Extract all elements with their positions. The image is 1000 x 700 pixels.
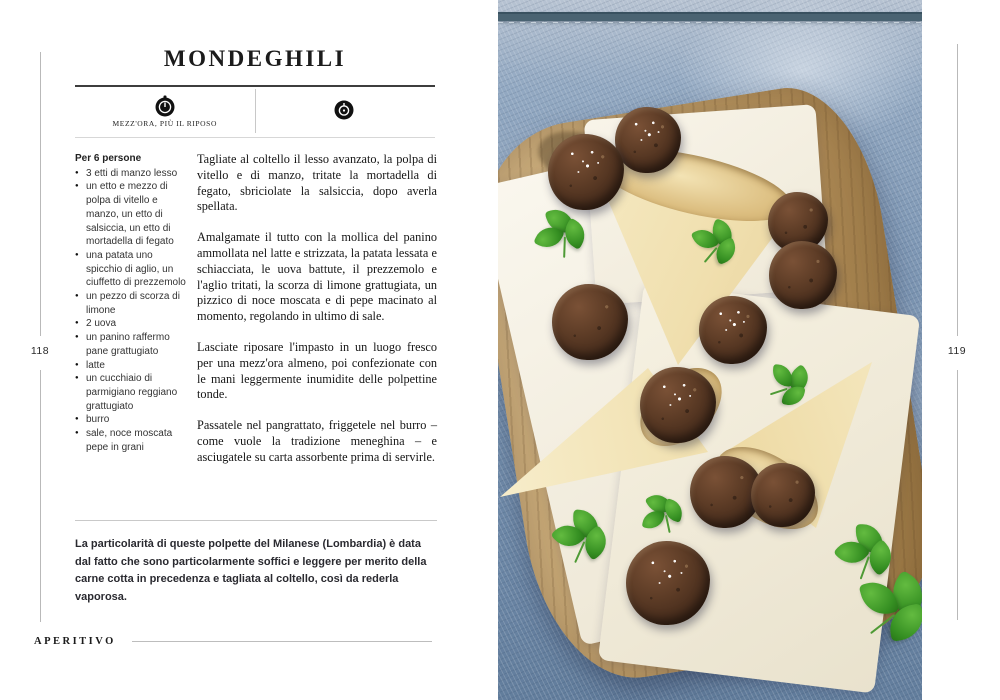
- method-paragraph: Lasciate riposare l'impasto in un luogo fresco per una mezz'ora almeno, poi confezionate con le mani leggermente inumidite delle polpettine tonde.: [197, 339, 437, 402]
- recipe-title: MONDEGHILI: [163, 46, 347, 71]
- recipe-header: [75, 46, 435, 138]
- page-number-left: 118: [30, 345, 50, 357]
- meatballs-photo: [498, 0, 922, 700]
- parsley-leaf: [642, 508, 665, 531]
- photo-page: [488, 0, 1000, 700]
- prep-time-label: MEZZ'ORA, PIÙ IL RIPOSO: [112, 118, 217, 128]
- method-paragraph: Passatele nel pangrattato, friggetele nel burro – come vuole la tradizione meneghina – e asciugatele su carta assorbente prima di servirle.: [197, 418, 437, 464]
- parsley-stem: [563, 237, 566, 258]
- recipe-note: [75, 520, 437, 617]
- page-number-right: 119: [947, 345, 967, 357]
- parsley-sprig: [551, 505, 615, 569]
- ingredients-list: [75, 167, 187, 455]
- ingredient-item: ● un etto e mezzo di polpa di vitello e manzo, un etto di salsiccia, un etto di mortadella di fegato: [75, 180, 187, 249]
- prep-time-cell: [75, 89, 256, 133]
- note-text: La particolarità di queste polpette del Milanese (Lombardia) è data dal fatto che sono particolarmente soffici e leggere per merito della carne cotta in precedenza e tagliata al coltello, così da rederla vaporosa.: [75, 538, 427, 603]
- ingredient-item: ● 2 uova: [75, 317, 187, 331]
- footer-rule: [132, 641, 432, 642]
- right-margin-rule-bottom: [957, 370, 958, 620]
- recipe-meta-row: [75, 89, 435, 133]
- ingredients-column: [75, 152, 187, 481]
- ingredient-item: ● burro: [75, 413, 187, 427]
- left-margin-rule-top: [40, 52, 41, 336]
- header-bottom-rule: [75, 137, 435, 138]
- chapter-footer: [34, 636, 432, 647]
- difficulty-cell: [256, 89, 436, 133]
- ingredient-item: ● un cucchiaio di parmigiano reggiano grattugiato: [75, 372, 187, 413]
- parsley-leaf: [772, 364, 794, 387]
- note-rule: [75, 520, 437, 521]
- servings-heading: Per 6 persone: [75, 153, 142, 164]
- ingredient-item: ● un panino raffermo pane grattugiato: [75, 331, 187, 358]
- ingredient-item: ● una patata uno spicchio di aglio, un ciuffetto di prezzemolo: [75, 249, 187, 290]
- ingredient-item: ● 3 etti di manzo lesso: [75, 167, 187, 181]
- left-margin-rule-bottom: [40, 370, 41, 622]
- stove-knob-icon: [334, 100, 356, 122]
- method-column: [197, 152, 437, 481]
- parsley-sprig: [533, 204, 591, 262]
- title-rule: [75, 85, 435, 87]
- recipe-body: [75, 152, 437, 481]
- ingredient-item: ● un pezzo di scorza di limone: [75, 290, 187, 317]
- chapter-label: APERITIVO: [34, 636, 116, 647]
- method-paragraph: Amalgamate il tutto con la mollica del panino ammollata nel latte e strizzata, la patata lessata e schiacciata, le uova battute, il prezzemolo e l'aglio tritati, la scorza di limone grattugiata, un pizzico di noce moscata e di pepe macinato al momento, regolando in ultimo di sale.: [197, 230, 437, 324]
- timer-icon: [154, 95, 176, 117]
- recipe-page: [0, 0, 488, 700]
- method-paragraph: Tagliate al coltello il lesso avanzato, la polpa di vitello e di manzo, tritate la mortadella di fegato, sbriciolate la salsiccia, dopo averla spellata.: [197, 152, 437, 214]
- ingredient-item: ● sale, noce moscata pepe in grani: [75, 427, 187, 454]
- denim-seam: [498, 12, 922, 21]
- ingredient-item: ● latte: [75, 359, 187, 373]
- right-margin-rule-top: [957, 44, 958, 336]
